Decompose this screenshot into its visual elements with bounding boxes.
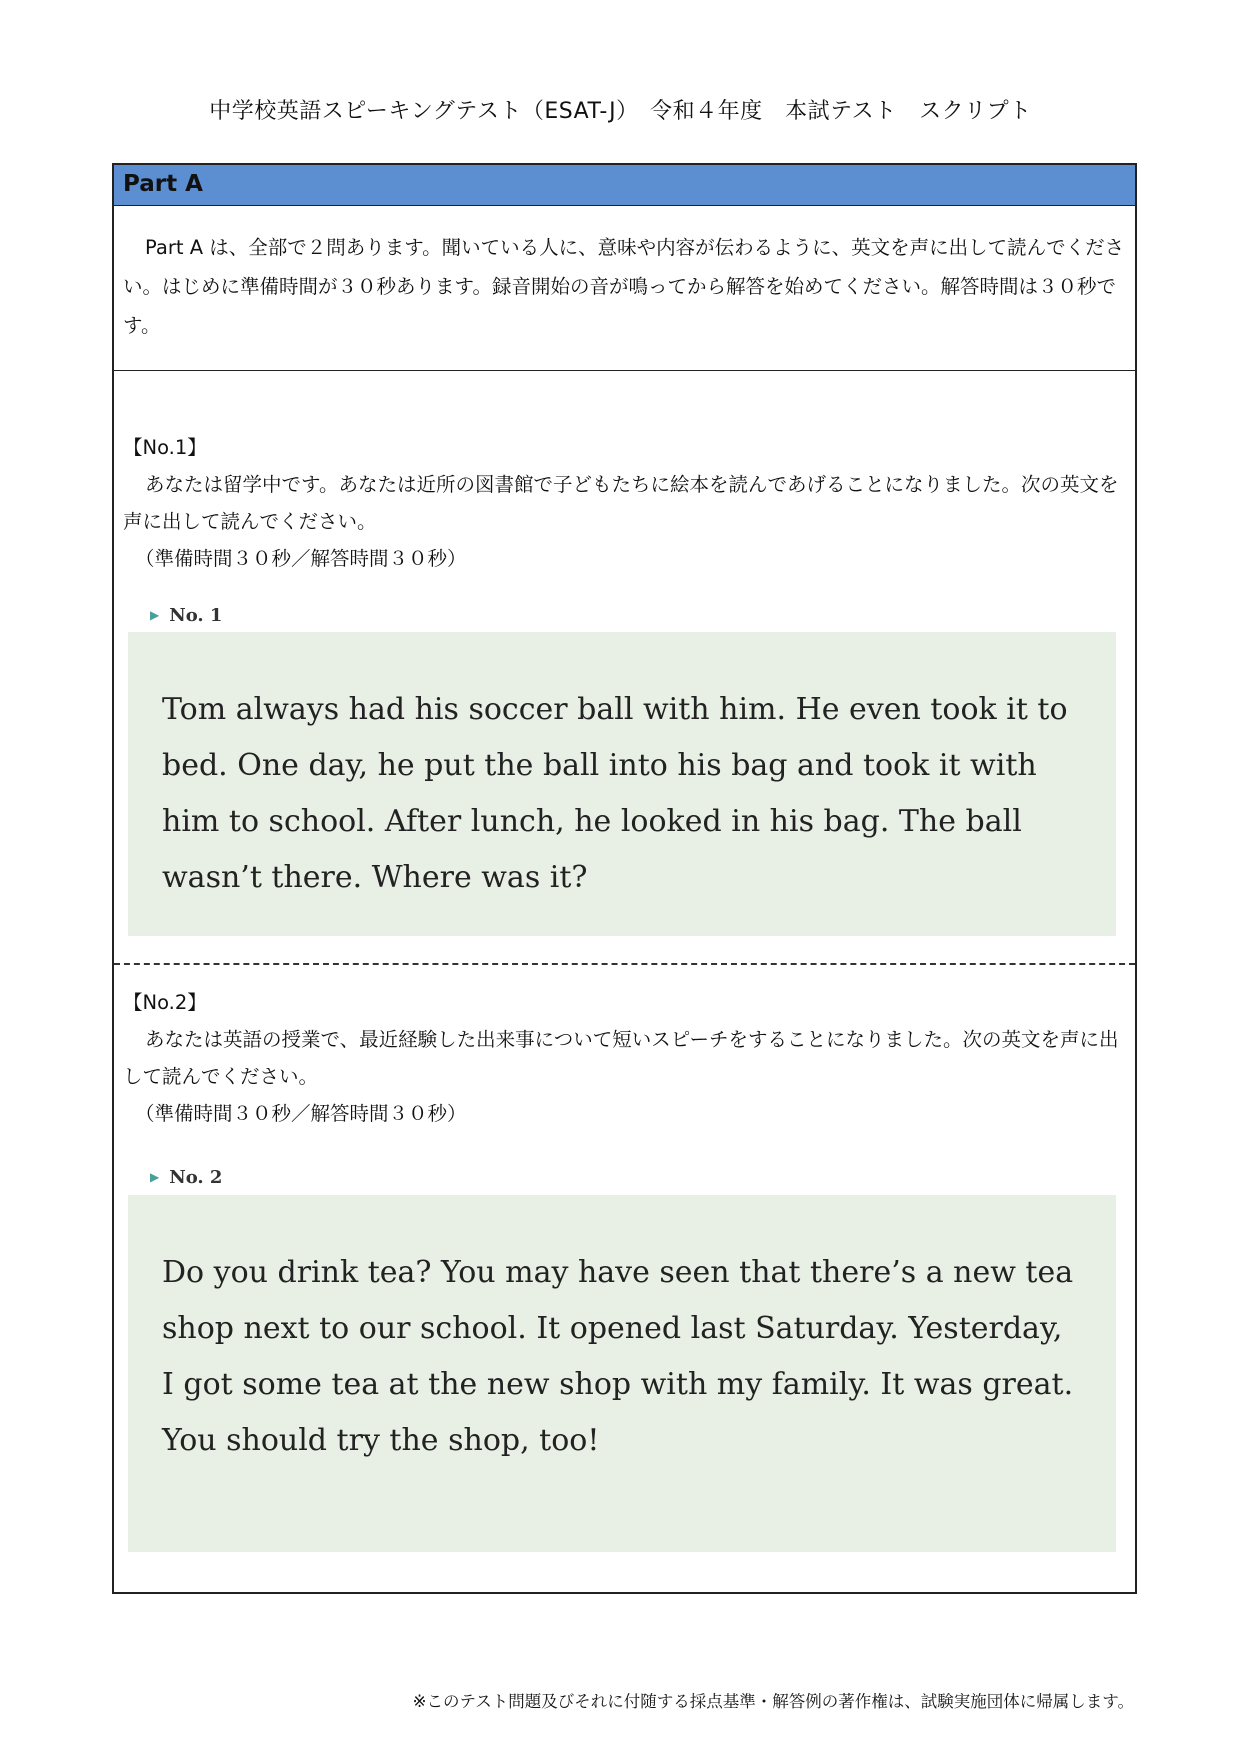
question-2-timing: （準備時間３０秒／解答時間３０秒） [135,1102,467,1125]
passage-line: him to school. After lunch, he looked in his bag. The ball [162,804,1022,839]
question-1-tag [150,605,222,626]
question-2-tag [150,1167,222,1188]
question-1-timing: （準備時間３０秒／解答時間３０秒） [135,547,467,570]
passage-line: shop next to our school. It opened last Saturday. Yesterday, [162,1311,1063,1346]
part-intro [114,206,1135,371]
passage-line: Tom always had his soccer ball with him. He even took it to [162,692,1068,727]
question-2-label: 【No.2】 [123,991,207,1014]
question-2-instructions [114,984,1135,1132]
play-arrow-icon: ▶ [150,608,160,622]
question-2-description: あなたは英語の授業で、最近経験した出来事について短いスピーチをすることになりました。次の英文を声に出して読んでください。 [123,1028,1119,1088]
play-arrow-icon: ▶ [150,1170,160,1184]
document-title: 中学校英語スピーキングテスト（ESAT-J） 令和４年度 本試テスト スクリプト [209,99,1032,124]
question-2-tag-label: No. 2 [169,1167,223,1188]
dashed-divider [114,963,1135,965]
question-1-instructions [114,429,1135,577]
passage-line: wasn’t there. Where was it? [162,860,588,895]
passage-line: bed. One day, he put the ball into his bag and took it with [162,748,1037,783]
question-1-tag-label: No. 1 [169,605,223,626]
intro-text: Part A は、全部で２問あります。聞いている人に、意味や内容が伝わるように、英文を声に出して読んでください。はじめに準備時間が３０秒あります。録音開始の音が鳴ってから解答を始めてください。解答時間は３０秒です。 [123,236,1125,337]
question-2-passage [128,1195,1116,1552]
passage-line: I got some tea at the new shop with my family. It was great. [162,1367,1074,1402]
question-1-description: あなたは留学中です。あなたは近所の図書館で子どもたちに絵本を読んであげることになりました。次の英文を声に出して読んでください。 [123,473,1119,533]
question-1-passage [128,632,1116,936]
copyright-note: ※このテスト問題及びそれに付随する採点基準・解答例の著作権は、試験実施団体に帰属します。 [412,1692,1134,1711]
part-a-frame [112,163,1137,1594]
passage-line: You should try the shop, too! [162,1423,600,1458]
passage-line: Do you drink tea? You may have seen that there’s a new tea [162,1255,1074,1290]
part-header: Part A [114,165,1135,206]
question-1-label: 【No.1】 [123,436,207,459]
